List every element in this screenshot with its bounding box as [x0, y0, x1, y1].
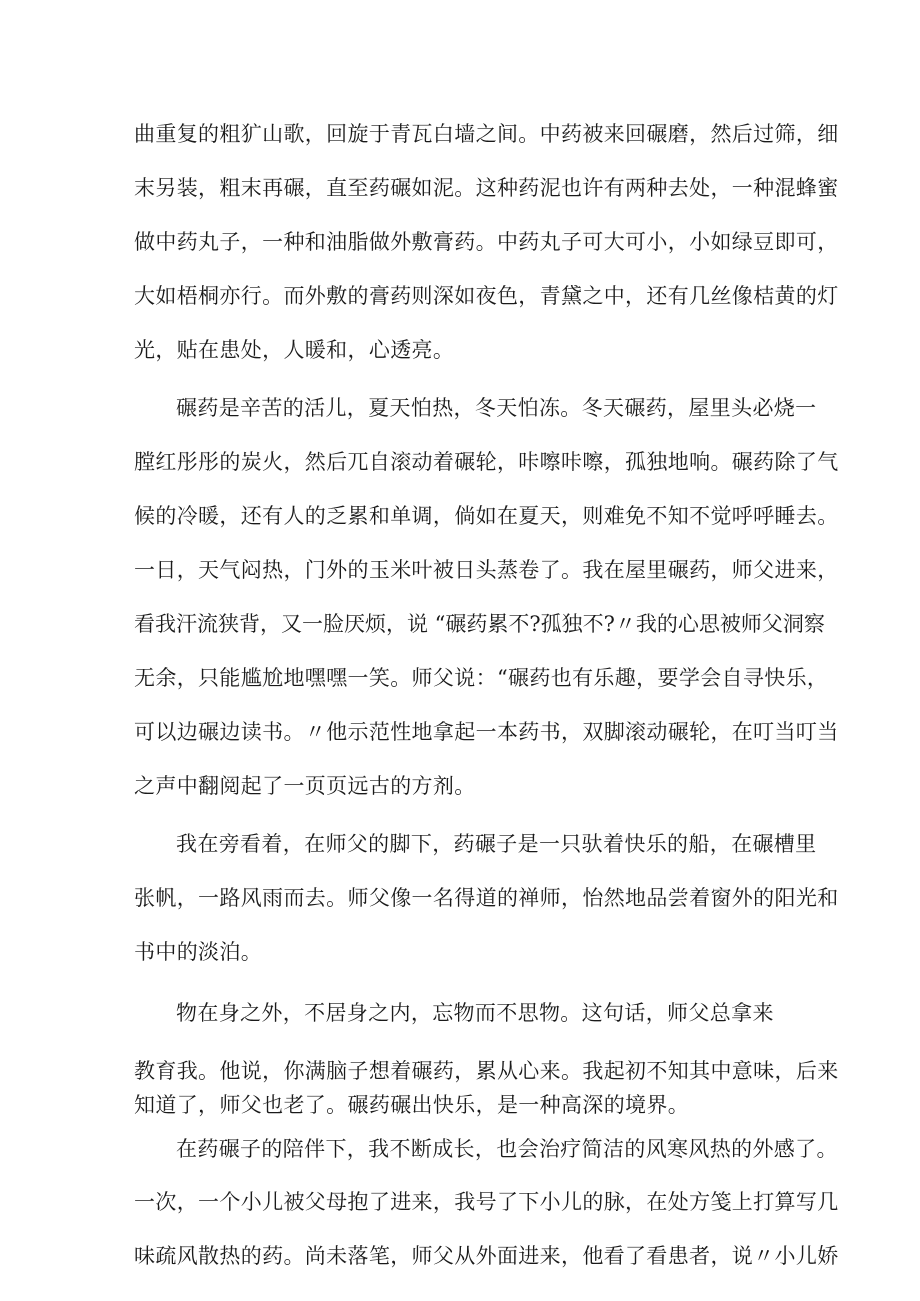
- paragraph-5-line-3: 味疏风散热的药。尚未落笔，师父从外面进来，他看了看患者，说〃小儿娇: [134, 1244, 839, 1268]
- paragraph-2-line-7: 可以边碾边读书。〃他示范性地拿起一本药书，双脚滚动碾轮，在叮当叮当: [134, 720, 839, 744]
- paragraph-1-line-1: 曲重复的粗犷山歌，回旋于青瓦白墙之间。中药被来回碾磨，然后过筛，细: [134, 122, 839, 146]
- paragraph-4-line-3: 知道了，师父也老了。碾药碾出快乐，是一种高深的境界。: [134, 1093, 690, 1117]
- paragraph-2-line-1: 碾药是辛苦的活儿，夏天怕热，冬天怕冻。冬天碾药，屋里头必烧一: [176, 396, 817, 420]
- paragraph-1-line-5: 光，贴在患处，人暖和，心透亮。: [134, 338, 455, 362]
- paragraph-3-line-2: 张帆，一路风雨而去。师父像一名得道的禅师，怡然地品尝着窗外的阳光和: [134, 886, 839, 910]
- paragraph-1-line-3: 做中药丸子，一种和油脂做外敷膏药。中药丸子可大可小，小如绿豆即可，: [134, 230, 839, 254]
- paragraph-5-line-2: 一次，一个小儿被父母抱了进来，我号了下小儿的脉，在处方笺上打算写几: [134, 1190, 839, 1214]
- paragraph-2-line-8: 之声中翻阅起了一页页远古的方剂。: [134, 774, 476, 798]
- paragraph-4-line-2: 教育我。他说，你满脑子想着碾药，累从心来。我起初不知其中意味，后来: [134, 1059, 839, 1083]
- paragraph-1-line-4: 大如梧桐亦行。而外敷的膏药则深如夜色，青黛之中，还有几丝像桔黄的灯: [134, 284, 839, 308]
- paragraph-3-line-3: 书中的淡泊。: [134, 940, 263, 964]
- paragraph-2-line-6: 无余，只能尴尬地嘿嘿一笑。师父说：“碾药也有乐趣，要学会自寻快乐，: [134, 666, 829, 690]
- paragraph-2-line-4: 一日，天气闷热，门外的玉米叶被日头蒸卷了。我在屋里碾药，师父进来，: [134, 558, 839, 582]
- paragraph-2-line-3: 候的冷暖，还有人的乏累和单调，倘如在夏天，则难免不知不觉呼呼睡去。: [134, 504, 839, 528]
- paragraph-1-line-2: 末另装，粗末再碾，直至药碾如泥。这种药泥也许有两种去处，一种混蜂蜜: [134, 176, 839, 200]
- paragraph-2-line-5: 看我汗流狭背，又一脸厌烦，说 “碾药累不?孤独不?〃我的心思被师父洞察: [134, 612, 825, 636]
- paragraph-4-line-1: 物在身之外，不居身之内，忘物而不思物。这句话，师父总拿来: [176, 1001, 774, 1025]
- paragraph-5-line-1: 在药碾子的陪伴下，我不断成长，也会治疗简洁的风寒风热的外感了。: [176, 1137, 838, 1161]
- paragraph-2-line-2: 膛红彤彤的炭火，然后兀自滚动着碾轮，咔嚓咔嚓，孤独地响。碾药除了气: [134, 450, 839, 474]
- paragraph-3-line-1: 我在旁看着，在师父的脚下，药碾子是一只驮着快乐的船，在碾槽里: [176, 832, 817, 856]
